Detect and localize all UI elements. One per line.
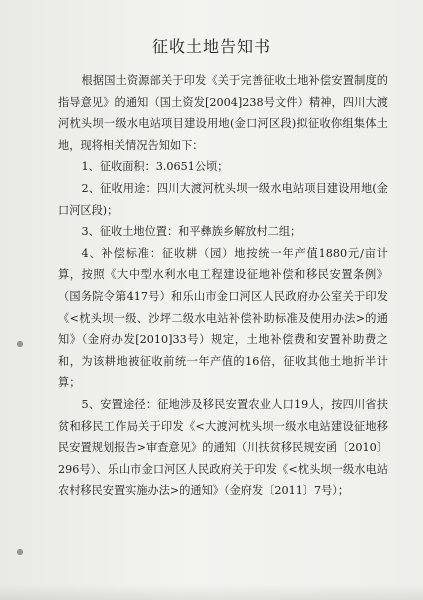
item-area: 1、征收面积：3.0651公顷； [81, 160, 229, 174]
document-title: 征收土地告知书 [151, 37, 271, 56]
document-body [58, 70, 388, 502]
item-purpose: 2、征收用途：四川大渡河枕头坝一级水电站项目建设用地(金口河区段)； [58, 181, 388, 217]
item-compensation: 4、补偿标准：征收耕（园）地按统一年产值1880元/亩计算，按照《大中型水利水电工程建设征地补偿和移民安置条例》（国务院令第417号）和乐山市金口河区人民政府办公室关于印发《<枕头坝一级、沙坪二级水电站补偿补助标准及使用办法>的通知》（金府办发[2010]33号）规定，土地补偿费和安置补助费之和，为该耕地被征收前统一年产值的16倍，征收其他土地折半计算； [58, 246, 388, 390]
punch-hole [17, 549, 23, 555]
punch-hole [17, 341, 23, 347]
item-resettlement: 5、安置途径：征地涉及移民安置农业人口19人，按四川省扶贫和移民工作局关于印发《<大渡河枕头坝一级水电站建设征地移民安置规划报告>审查意见》的通知（川扶贫移民规安函〔2010〕296号）、乐山市金口河区人民政府关于印发《<枕头坝一级水电站农村移民安置实施办法>的通知》（金府发〔2011〕7号）； [58, 397, 388, 498]
intro-paragraph: 根据国土资源部关于印发《关于完善征收土地补偿安置制度的指导意见》的通知（国土资发[2004]238号文件）精神，四川大渡河枕头坝一级水电站项目建设用地(金口河区段)拟征收你组集体土地，现将相关情况告知如下： [58, 74, 388, 152]
item-location: 3、征收土地位置：和平彝族乡解放村二组； [81, 225, 302, 239]
